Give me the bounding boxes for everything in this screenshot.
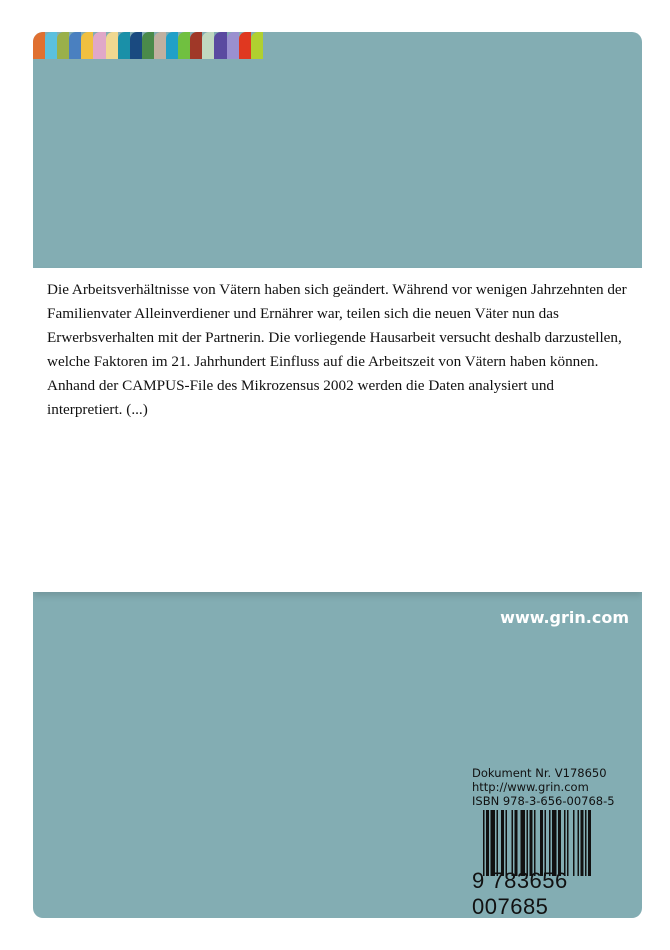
color-tab (178, 32, 190, 59)
color-tab (57, 32, 69, 59)
barcode-digits: 9 783656 007685 (472, 868, 568, 918)
color-tab (69, 32, 81, 59)
barcode-bar (540, 810, 543, 876)
barcode-bar (486, 810, 489, 876)
barcode (483, 810, 629, 876)
color-tab (239, 32, 251, 59)
color-tab (227, 32, 239, 59)
barcode-bar (530, 810, 533, 876)
barcode-bar (552, 810, 557, 876)
color-tab (33, 32, 45, 59)
color-tabs (33, 32, 263, 59)
color-tab (190, 32, 202, 59)
barcode-bar (545, 810, 547, 876)
blurb-panel (33, 268, 642, 592)
barcode-bar (588, 810, 591, 876)
barcode-bar (567, 810, 569, 876)
barcode-bar (506, 810, 508, 876)
barcode-bar (558, 810, 561, 876)
color-tab (214, 32, 226, 59)
barcode-bar (521, 810, 526, 876)
color-tab (118, 32, 130, 59)
color-tab (202, 32, 214, 59)
barcode-bar (585, 810, 587, 876)
isbn: ISBN 978-3-656-00768-5 (472, 794, 615, 808)
color-tab (154, 32, 166, 59)
barcode-bar (501, 810, 504, 876)
color-tab (142, 32, 154, 59)
barcode-bar (512, 810, 514, 876)
barcode-bar (515, 810, 518, 876)
publisher-site: www.grin.com (500, 608, 629, 627)
barcode-bar (549, 810, 551, 876)
barcode-bar (497, 810, 499, 876)
barcode-bar (527, 810, 529, 876)
color-tab (251, 32, 263, 59)
barcode-bar (578, 810, 580, 876)
color-tab (93, 32, 105, 59)
color-tab (81, 32, 93, 59)
color-tab (166, 32, 178, 59)
color-tab (106, 32, 118, 59)
color-tab (45, 32, 57, 59)
barcode-bar (581, 810, 584, 876)
color-tab (130, 32, 142, 59)
back-cover (33, 32, 642, 918)
barcode-bar (483, 810, 485, 876)
blurb-text: Die Arbeitsverhältnisse von Vätern haben sich geändert. Während vor wenigen Jahrzehnten der Familienvater Alleinverdiener und Ernährer war, teilen sich die neuen Väter nun das Erwerbsverhalten mit der Partnerin. Die vorliegende Hausarbeit versucht deshalb darzustellen, welche Faktoren im 21. Jahrhundert Einfluss auf die Arbeitszeit von Vätern haben können. Anhand der CAMPUS-File des Mikrozensus 2002 werden die Daten analysiert und interpretiert. (...) (47, 281, 627, 418)
barcode-bar (491, 810, 496, 876)
publisher-url: http://www.grin.com (472, 780, 589, 794)
document-number: Dokument Nr. V178650 (472, 766, 607, 780)
barcode-bar (534, 810, 536, 876)
document-info (472, 766, 615, 808)
barcode-bar (573, 810, 575, 876)
barcode-bar (564, 810, 566, 876)
